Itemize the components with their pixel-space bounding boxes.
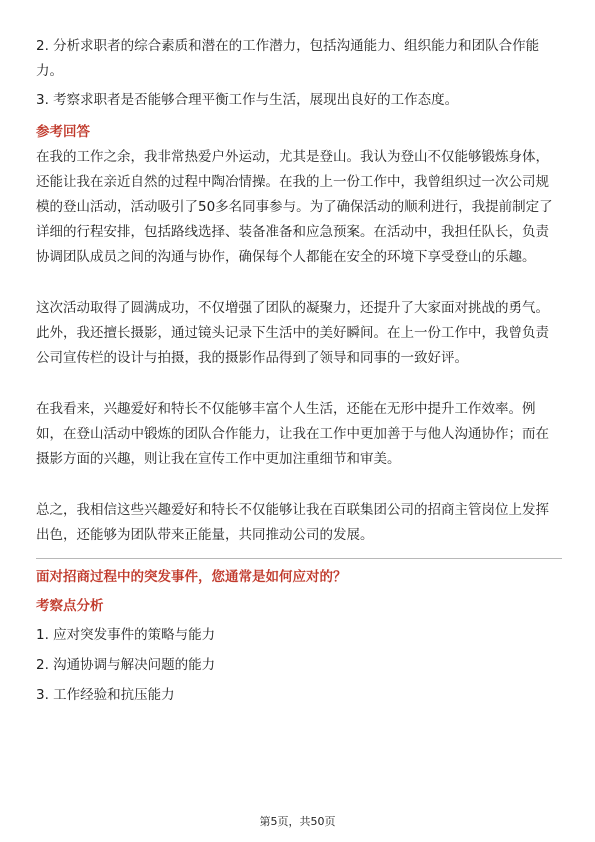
answer-paragraph-4: 总之，我相信这些兴趣爱好和特长不仅能够让我在百联集团公司的招商主管岗位上发挥出色，还能够为团队带来正能量，共同推动公司的发展。 [36, 502, 549, 543]
reference-answer-heading: 参考回答 [36, 124, 90, 140]
page-footer: 第5页，共50页 [259, 815, 336, 828]
analysis-item-3: 3. 工作经验和抗压能力 [36, 687, 175, 703]
answer-paragraph-3: 在我看来，兴趣爱好和特长不仅能够丰富个人生活，还能在无形中提升工作效率。例如，在登山活动中锻炼的团队合作能力，让我在工作中更加善于与他人沟通协作；而在摄影方面的兴趣，则让我在宣传工作中更加注重细节和审美。 [36, 401, 549, 467]
answer-paragraph-2: 这次活动取得了圆满成功，不仅增强了团队的凝聚力，还提升了大家面对挑战的勇气。此外，我还擅长摄影，通过镜头记录下生活中的美好瞬间。在上一份工作中，我曾负责公司宣传栏的设计与拍摄，我的摄影作品得到了领导和同事的一致好评。 [36, 300, 549, 366]
analysis-heading: 考察点分析 [36, 598, 104, 614]
section-divider [36, 558, 562, 559]
next-question: 面对招商过程中的突发事件，您通常是如何应对的？ [36, 569, 347, 585]
top-item-2: 2. 分析求职者的综合素质和潜在的工作潜力，包括沟通能力、组织能力和团队合作能力。 [36, 38, 540, 79]
answer-paragraph-1: 在我的工作之余，我非常热爱户外运动，尤其是登山。我认为登山不仅能够锻炼身体，还能让我在亲近自然的过程中陶冶情操。在我的上一份工作中，我曾组织过一次公司规模的登山活动，活动吸引了50多名同事参与。为了确保活动的顺利进行，我提前制定了详细的行程安排，包括路线选择、装备准备和应急预案。在活动中，我担任队长，负责协调团队成员之间的沟通与协作，确保每个人都能在安全的环境下享受登山的乐趣。 [36, 149, 553, 265]
analysis-item-1: 1. 应对突发事件的策略与能力 [36, 627, 216, 643]
page-content [36, 34, 562, 707]
top-item-3: 3. 考察求职者是否能够合理平衡工作与生活，展现出良好的工作态度。 [36, 92, 459, 108]
analysis-item-2: 2. 沟通协调与解决问题的能力 [36, 657, 216, 673]
